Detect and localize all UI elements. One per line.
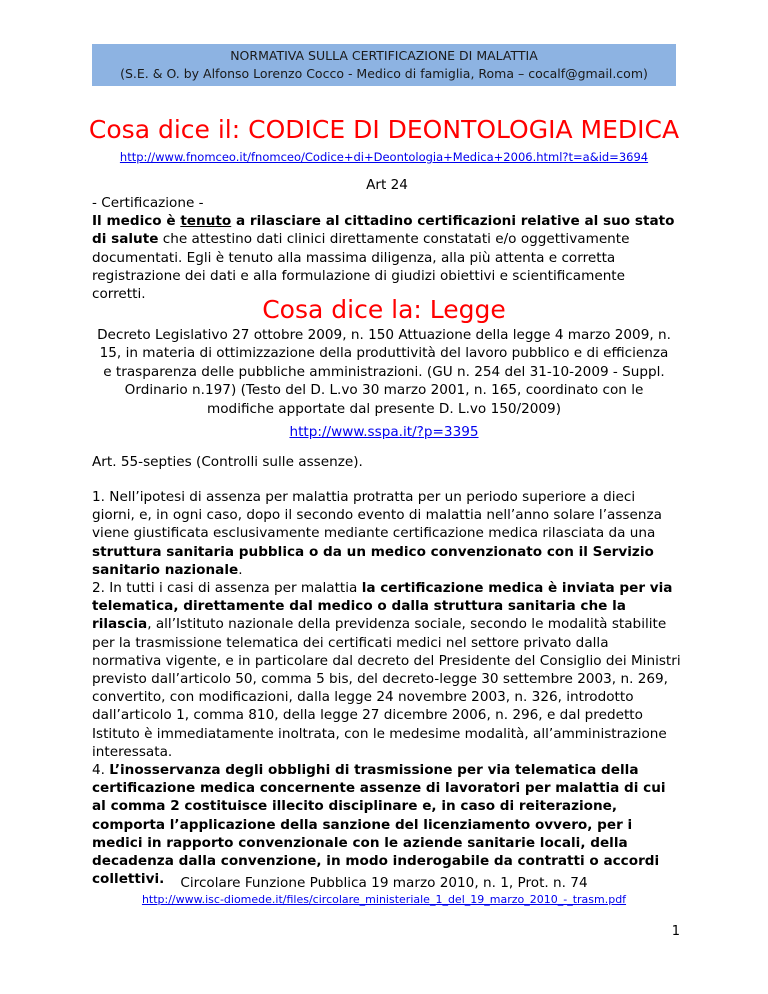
bold-text: struttura sanitaria pubblica o da un medico convenzionato con il Servizio sanitario nazionale xyxy=(92,543,654,578)
article-24-subtitle: - Certificazione - xyxy=(92,195,204,211)
paragraph-number: 4. xyxy=(92,762,110,779)
paragraph-text: . xyxy=(238,561,243,578)
page-number: 1 xyxy=(671,924,680,939)
paragraph-1 xyxy=(92,488,682,579)
page-header xyxy=(92,44,676,86)
section-title-legge: Cosa dice la: Legge xyxy=(262,295,506,324)
sspa-link[interactable]: http://www.sspa.it/?p=3395 xyxy=(289,424,479,440)
bold-text: L’inosservanza degli obblighi di trasmissione per via telematica della certificazione medica concernente assenze di lavoratori per malattia di cui al comma 2 costituisce illecito disciplinare e, in caso di reiterazione, comporta l’applicazione della sanzione del licenziamento ovvero, per i medici in rapporto convenzionale con le aziende sanitarie locali, della decadenza dalla convenzione, in modo inderogabile da contratti o accordi collettivi. xyxy=(92,762,666,888)
article-24-paragraph xyxy=(92,212,682,303)
fnomceo-link[interactable]: http://www.fnomceo.it/fnomceo/Codice+di+Deontologia+Medica+2006.html?t=a&id=3694 xyxy=(119,150,649,164)
article-24-heading: Art 24 xyxy=(366,177,408,193)
header-line-1: NORMATIVA SULLA CERTIFICAZIONE DI MALATTIA xyxy=(230,48,538,63)
paragraph-text: , all’Istituto nazionale della previdenza sociale, secondo le modalità stabilite per la trasmissione telematica dei certificati medici nel settore privato dalla normativa vigente, e in particolare dal decreto del Presidente del Consiglio dei Ministri previsto dall’articolo 50, comma 5 bis, del decreto-legge 30 settembre 2003, n. 269, convertito, con modificazioni, dalla legge 24 novembre 2003, n. 326, introdotto dall’articolo 1, comma 810, della legge 27 dicembre 2006, n. 296, e dal predetto Istituto è immediatamente inoltrata, con le medesime modalità, all’amministrazione interessata. xyxy=(92,616,681,760)
article-24-body xyxy=(92,194,682,303)
circolare-reference: Circolare Funzione Pubblica 19 marzo 2010, n. 1, Prot. n. 74 xyxy=(180,875,588,891)
bold-text: a rilasciare al cittadino certificazioni relative al suo stato di salute xyxy=(92,213,675,248)
bold-text: Il medico è xyxy=(92,213,181,230)
paragraph-2 xyxy=(92,579,682,761)
article-55-heading: Art. 55-septies (Controlli sulle assenze). xyxy=(92,454,363,470)
isc-diomede-link[interactable]: http://www.isc-diomede.it/files/circolare_ministeriale_1_del_19_marzo_2010_-_trasm.pdf xyxy=(141,893,627,906)
header-line-2: (S.E. & O. by Alfonso Lorenzo Cocco - Medico di famiglia, Roma – cocalf@gmail.com) xyxy=(120,66,648,81)
article-55-body xyxy=(92,488,682,888)
bold-text: la certificazione medica è inviata per via telematica, direttamente dal medico o dalla struttura sanitaria che la rilascia xyxy=(92,580,673,633)
section-title-codice: Cosa dice il: CODICE DI DEONTOLOGIA MEDICA xyxy=(88,115,680,144)
underlined-text: tenuto xyxy=(180,213,232,230)
paragraph-text: 2. In tutti i casi di assenza per malattia xyxy=(92,580,362,597)
paragraph-4 xyxy=(92,761,682,888)
paragraph-text: 1. Nell’ipotesi di assenza per malattia protratta per un periodo superiore a dieci giorni, e, in ogni caso, dopo il secondo evento di malattia nell’anno solare l’assenza viene giustificata esclusivamente mediante certificazione medica rilasciata da una xyxy=(92,489,662,542)
decree-description: Decreto Legislativo 27 ottobre 2009, n. 150 Attuazione della legge 4 marzo 2009, n. 15, in materia di ottimizzazione della produttività del lavoro pubblico e di efficienza e trasparenza delle pubbliche amministrazioni. (GU n. 254 del 31-10-2009 - Suppl. Ordinario n.197) (Testo del D. L.vo 30 marzo 2001, n. 165, coordinato con le modifiche apportate dal presente D. L.vo 150/2009) xyxy=(97,327,671,417)
paragraph-text: che attestino dati clinici direttamente constatati e/o oggettivamente documentati. Egli è tenuto alla massima diligenza, alla più attenta e corretta registrazione dei dati e alla formulazione di giudizi obiettivi e scientificamente corretti. xyxy=(92,231,630,303)
